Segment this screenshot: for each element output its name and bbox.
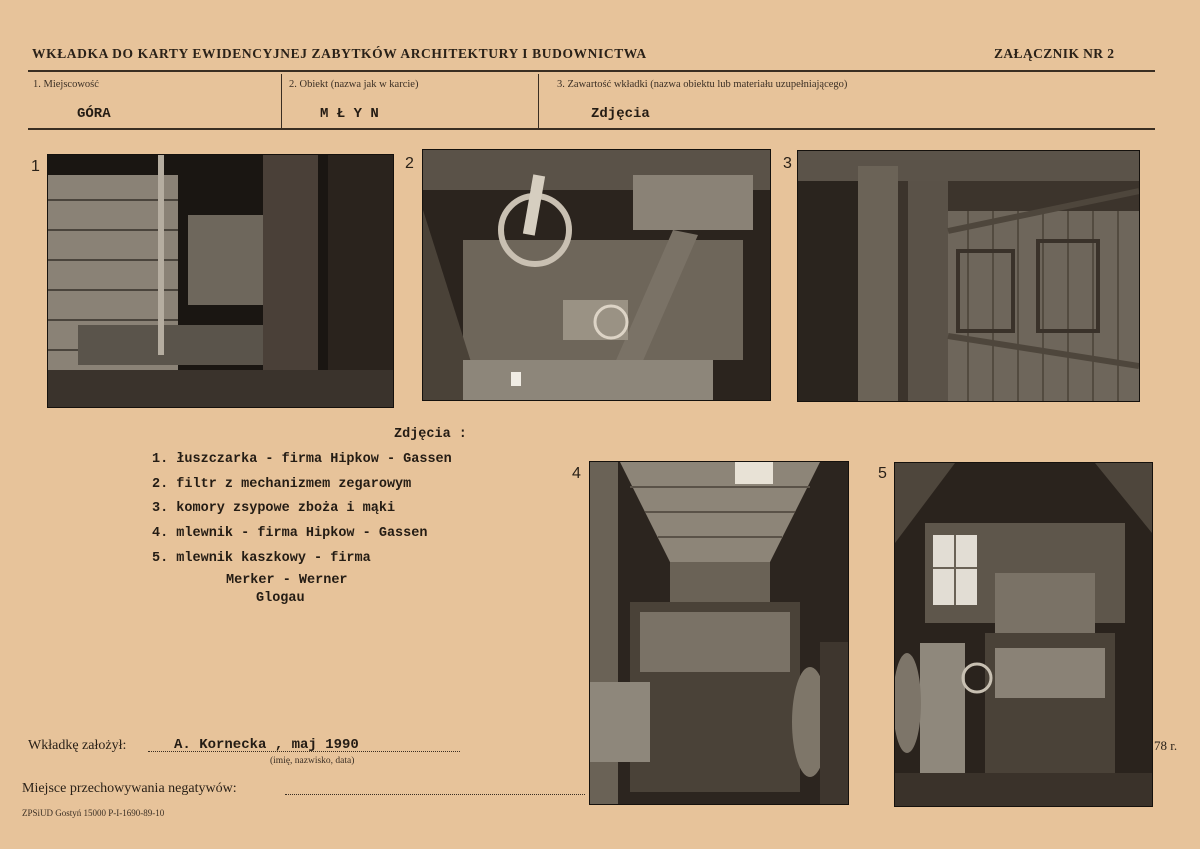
caption-item: 5. mlewnik kaszkowy - firma <box>152 550 371 566</box>
founder-value: A. Kornecka , maj 1990 <box>174 737 359 753</box>
field-rule <box>28 128 1155 130</box>
print-mark: ZPSiUD Gostyń 15000 P-I-1690-89-10 <box>22 808 165 818</box>
content-label: 3. Zawartość wkładki (nazwa obiektu lub materiału uzupełniającego) <box>557 79 848 90</box>
content-value: Zdjęcia <box>591 106 650 122</box>
founder-hint: (imię, nazwisko, data) <box>270 756 355 766</box>
field-divider-1 <box>281 74 282 128</box>
object-value: M Ł Y N <box>320 106 379 122</box>
negatives-dotted-line <box>285 793 585 795</box>
photo-3-chutes <box>798 151 1139 401</box>
header-rule <box>28 70 1155 72</box>
object-label: 2. Obiekt (nazwa jak w karcie) <box>289 79 419 90</box>
captions-heading: Zdjęcia : <box>394 427 467 442</box>
photo-4-mill <box>590 462 848 804</box>
caption-continuation: Merker - Werner <box>226 572 348 588</box>
caption-item: 1. łuszczarka - firma Hipkow - Gassen <box>152 451 452 467</box>
photo-2-filter <box>423 150 770 400</box>
photo-number-5: 5 <box>878 465 887 482</box>
locality-label: 1. Miejscowość <box>33 79 99 90</box>
photo-1-huller <box>48 155 393 407</box>
founder-label: Wkładkę założył: <box>28 738 127 753</box>
photo-number-3: 3 <box>783 155 792 172</box>
photo-number-4: 4 <box>572 465 581 482</box>
caption-continuation: Glogau <box>256 590 305 606</box>
negatives-label: Miejsce przechowywania negatywów: <box>22 781 237 796</box>
annex-number: ZAŁĄCZNIK NR 2 <box>994 46 1115 61</box>
photo-number-1: 1 <box>31 158 40 175</box>
locality-value: GÓRA <box>77 106 111 122</box>
caption-item: 4. mlewnik - firma Hipkow - Gassen <box>152 526 428 542</box>
caption-item: 3. komory zsypowe zboża i mąki <box>152 501 396 517</box>
form-title: WKŁADKA DO KARTY EWIDENCYJNEJ ZABYTKÓW ARCHITEKTURY I BUDOWNICTWA <box>32 46 647 61</box>
field-divider-2 <box>538 74 539 128</box>
caption-item: 2. filtr z mechanizmem zegarowym <box>152 476 412 492</box>
year-suffix: 78 r. <box>1154 738 1178 753</box>
photo-number-2: 2 <box>405 155 414 172</box>
photo-5-grits-mill <box>895 463 1152 806</box>
captions-list <box>152 423 467 608</box>
